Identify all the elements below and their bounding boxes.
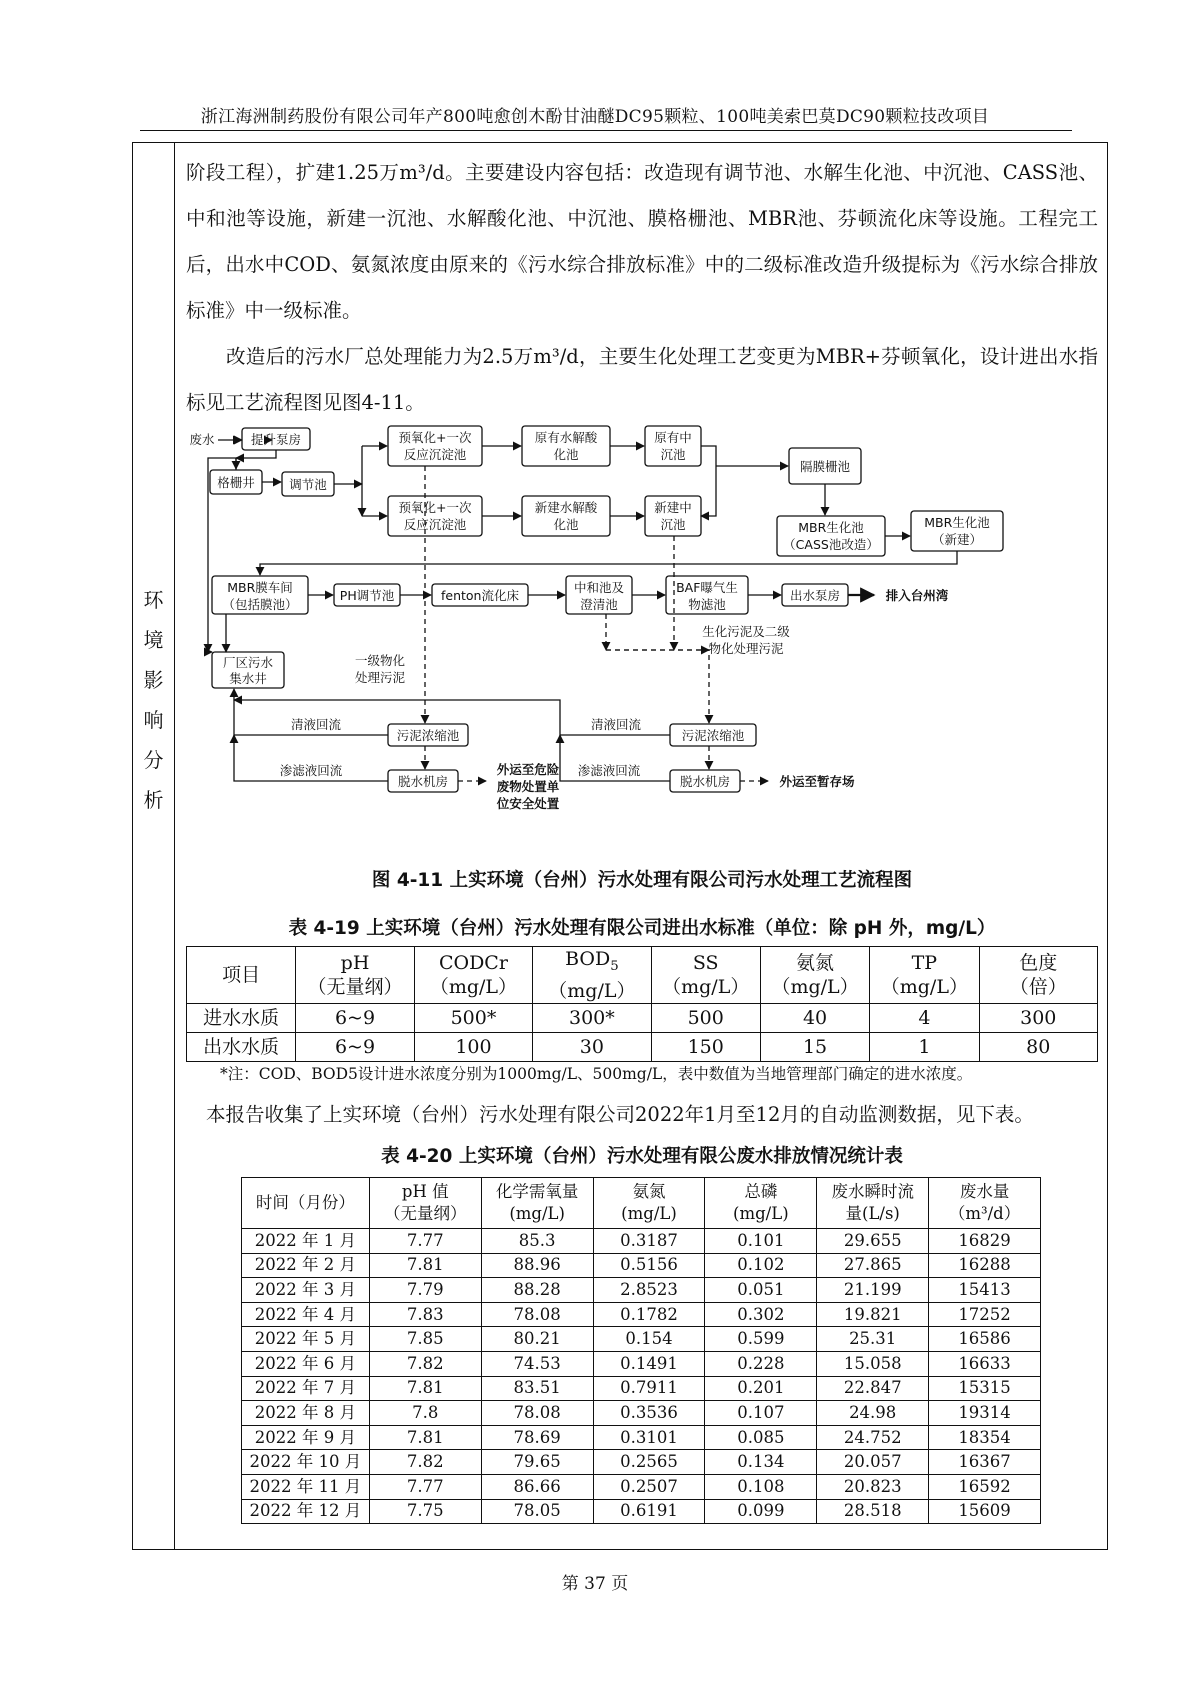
label-mbr-room: （包括膜池）: [222, 597, 298, 612]
header-divider: [140, 130, 1072, 131]
label-preox1: 预氧化+一次: [398, 430, 472, 445]
label-mbr-new: MBR生化池: [924, 515, 990, 530]
intro-paragraph: 本报告收集了上实环境（台州）污水处理有限公司2022年1月至12月的自动监测数据，见下表。: [206, 1103, 1034, 1126]
table-cell: 0.2565: [593, 1450, 705, 1475]
table-header-cell: 色度 （倍）: [979, 947, 1097, 1004]
table-row: 出水水质 6~9 100 30 150 15 1 80: [187, 1032, 1098, 1061]
label-hyd-new: 新建水解酸: [534, 500, 598, 515]
table-cell: 83.51: [481, 1376, 593, 1401]
table-cell: 7.77: [369, 1474, 481, 1499]
table-cell: 0.1782: [593, 1302, 705, 1327]
label-preox1: 反应沉淀池: [403, 447, 467, 462]
table-header-cell: 氨氮 （mg/L）: [760, 947, 869, 1004]
table-cell: 88.96: [481, 1253, 593, 1278]
label-fenton: fenton流化床: [441, 588, 519, 603]
label-preox2: 预氧化+一次: [398, 500, 472, 515]
table-cell: 7.75: [369, 1499, 481, 1524]
table-cell: 15.058: [817, 1351, 929, 1376]
paragraph-1: 阶段工程），扩建1.25万m³/d。主要建设内容包括：改造现有调节池、水解生化池、中沉池、CASS池、中和池等设施，新建一沉池、水解酸化池、中沉池、膜格栅池、MBR池、芬顿流化床等设施。工程完工后，出水中COD、氨氮浓度由原来的《污水综合排放标准》中的二级标准改造升级提标为《污水综合排放标准》中一级标准。: [186, 161, 1098, 322]
table-cell: 0.2507: [593, 1474, 705, 1499]
table-cell: 21.199: [817, 1278, 929, 1303]
table-cell: 25.31: [817, 1327, 929, 1352]
table-cell: 24.98: [817, 1401, 929, 1426]
table-cell: 2022 年 6 月: [242, 1351, 370, 1376]
table-cell: 29.655: [817, 1229, 929, 1254]
label-thickener: 污泥浓缩池: [396, 728, 460, 743]
table-cell: 0.108: [705, 1474, 817, 1499]
table-cell: 27.865: [817, 1253, 929, 1278]
table-cell: 20.057: [817, 1450, 929, 1475]
table-cell: 0.099: [705, 1499, 817, 1524]
label-neutral: 中和池及: [573, 580, 625, 595]
side-column: [132, 142, 175, 1550]
table-header-row: 时间（月份） pH 值 （无量纲） 化学需氧量 (mg/L) 氨氮 (mg/L) 总磷 (mg/L) 废水瞬时流 量(L/s) 废水量 （m³/d）: [242, 1178, 1041, 1229]
table-cell: 0.3536: [593, 1401, 705, 1426]
table-cell: 2022 年 1 月: [242, 1229, 370, 1254]
table-cell: 0.134: [705, 1450, 817, 1475]
table-cell: 74.53: [481, 1351, 593, 1376]
table-cell: 7.82: [369, 1450, 481, 1475]
table-cell: 78.08: [481, 1401, 593, 1426]
label-thickener: 污泥浓缩池: [681, 728, 745, 743]
table-cell: 0.302: [705, 1302, 817, 1327]
table-header-cell: pH （无量纲）: [296, 947, 414, 1004]
table-cell: 15315: [929, 1376, 1041, 1401]
table-cell: 0.051: [705, 1278, 817, 1303]
table-cell: 18354: [929, 1425, 1041, 1450]
table-cell: 16288: [929, 1253, 1041, 1278]
table-row: [242, 1278, 1041, 1303]
table-header-cell: CODCr （mg/L）: [414, 947, 532, 1004]
table20-caption: 表 4-20 上实环境（台州）污水处理有限公废水排放情况统计表: [381, 1146, 903, 1167]
side-label-char: 环: [143, 588, 164, 612]
table-row: [242, 1302, 1041, 1327]
label-wastewater: 废水: [189, 432, 215, 447]
label-ph-tank: PH调节池: [339, 588, 395, 603]
standards-table: [186, 946, 1098, 1062]
table-cell: 80.21: [481, 1327, 593, 1352]
table-cell: 0.5156: [593, 1253, 705, 1278]
label-neutral: 澄清池: [580, 597, 618, 612]
table-cell: 20.823: [817, 1474, 929, 1499]
label-discharge: 排入台州湾: [885, 588, 949, 603]
table-cell: 86.66: [481, 1474, 593, 1499]
table-cell: 0.6191: [593, 1499, 705, 1524]
label-hyd-old: 原有水解酸: [534, 430, 598, 445]
table-cell: 0.7911: [593, 1376, 705, 1401]
table-cell: 2022 年 2 月: [242, 1253, 370, 1278]
label-bio-sludge: 生化污泥及二级: [702, 624, 790, 639]
label-mid-new: 新建中: [654, 500, 692, 515]
table20-body: [242, 1229, 1041, 1524]
label-hazard: 位安全处置: [496, 796, 560, 811]
table-cell: 22.847: [817, 1376, 929, 1401]
table-row: [242, 1474, 1041, 1499]
table-cell: 2022 年 4 月: [242, 1302, 370, 1327]
table-cell: 0.1491: [593, 1351, 705, 1376]
table-cell: 16586: [929, 1327, 1041, 1352]
label-regulating-tank: 调节池: [289, 477, 327, 492]
table-cell: 7.81: [369, 1376, 481, 1401]
label-temp-storage: 外运至暂存场: [779, 774, 855, 789]
table-header-cell: $BOD_5$ （mg/L）: [533, 947, 651, 1004]
table-row: [242, 1351, 1041, 1376]
table-cell: 0.101: [705, 1229, 817, 1254]
side-label-char: 分: [143, 748, 164, 772]
table-cell: 7.79: [369, 1278, 481, 1303]
table-cell: 16829: [929, 1229, 1041, 1254]
figure-caption: 图 4-11 上实环境（台州）污水处理有限公司污水处理工艺流程图: [371, 870, 913, 891]
label-grille-well: 格栅井: [217, 475, 255, 490]
table-row: [242, 1376, 1041, 1401]
table-cell: 17252: [929, 1302, 1041, 1327]
label-mid-new: 沉池: [660, 517, 686, 532]
table-cell: 2022 年 7 月: [242, 1376, 370, 1401]
side-label-char: 响: [143, 708, 164, 732]
body-text: [186, 150, 1098, 426]
table19-caption: 表 4-19 上实环境（台州）污水处理有限公司进出水标准（单位：除 pH 外，mg/L）: [288, 918, 996, 939]
table-cell: 85.3: [481, 1229, 593, 1254]
table-cell: 2022 年 11 月: [242, 1474, 370, 1499]
label-baf: 物滤池: [688, 597, 726, 612]
table-cell: 19.821: [817, 1302, 929, 1327]
label-bio-sludge: 物化处理污泥: [708, 641, 784, 656]
table-cell: 2022 年 8 月: [242, 1401, 370, 1426]
table-cell: 16633: [929, 1351, 1041, 1376]
side-label-char: 析: [143, 788, 164, 812]
table-header-cell: TP （mg/L）: [870, 947, 979, 1004]
table-row: [242, 1229, 1041, 1254]
label-lift-pump: 提升泵房: [250, 432, 302, 447]
table-cell: 78.05: [481, 1499, 593, 1524]
table-cell: 7.81: [369, 1425, 481, 1450]
label-primary-sludge: 处理污泥: [354, 670, 406, 685]
label-mbr-cass: MBR生化池: [798, 520, 864, 535]
label-hyd-new: 化池: [553, 517, 579, 532]
table-cell: 7.77: [369, 1229, 481, 1254]
label-clear-return: 清液回流: [590, 717, 642, 732]
table-cell: 0.154: [593, 1327, 705, 1352]
table-cell: 0.3101: [593, 1425, 705, 1450]
table-row: 进水水质 6~9 500* 300* 500 40 4 300: [187, 1003, 1098, 1032]
label-mid-old: 沉池: [660, 447, 686, 462]
table-cell: 7.8: [369, 1401, 481, 1426]
label-membrane-grille: 隔膜栅池: [799, 459, 851, 474]
table-cell: 7.81: [369, 1253, 481, 1278]
label-hazard: 外运至危险: [496, 762, 560, 777]
side-label-char: 影: [143, 668, 164, 692]
label-outlet-pump: 出水泵房: [789, 588, 841, 603]
label-hyd-old: 化池: [553, 447, 579, 462]
label-filtrate-return: 渗滤液回流: [279, 763, 343, 778]
table-cell: 2.8523: [593, 1278, 705, 1303]
process-flow-diagram: [186, 418, 1098, 858]
label-mbr-cass: （CASS池改造）: [783, 537, 879, 552]
table-cell: 0.085: [705, 1425, 817, 1450]
document-header-title: 浙江海洲制药股份有限公司年产800吨愈创木酚甘油醚DC95颗粒、100吨美索巴莫DC90颗粒技改项目: [200, 107, 990, 127]
table-cell: 16367: [929, 1450, 1041, 1475]
table-cell: 2022 年 3 月: [242, 1278, 370, 1303]
table19-note: *注：COD、BOD5设计进水浓度分别为1000mg/L、500mg/L，表中数值为当地管理部门确定的进水浓度。: [220, 1065, 973, 1083]
side-label: [132, 580, 175, 820]
table-cell: 0.599: [705, 1327, 817, 1352]
paragraph-2: 改造后的污水厂总处理能力为2.5万m³/d，主要生化处理工艺变更为MBR+芬顿氧化，设计进出水指标见工艺流程图见图4-11。: [186, 345, 1098, 414]
label-filtrate-return: 渗滤液回流: [577, 763, 641, 778]
table-row: [242, 1499, 1041, 1524]
table-cell: 0.228: [705, 1351, 817, 1376]
table-cell: 28.518: [817, 1499, 929, 1524]
table-row: [242, 1401, 1041, 1426]
label-mbr-room: MBR膜车间: [227, 580, 293, 595]
side-label-char: 境: [143, 628, 164, 652]
table-cell: 79.65: [481, 1450, 593, 1475]
table-cell: 78.69: [481, 1425, 593, 1450]
table-cell: 16592: [929, 1474, 1041, 1499]
label-clear-return: 清液回流: [290, 717, 342, 732]
table-row: [242, 1253, 1041, 1278]
table-row: [242, 1327, 1041, 1352]
label-plant-sump: 集水井: [229, 671, 267, 686]
label-hazard: 废物处置单: [496, 779, 560, 794]
label-mbr-new: （新建）: [931, 532, 983, 547]
label-dewater: 脱水机房: [679, 774, 731, 789]
table-cell: 7.85: [369, 1327, 481, 1352]
table-cell: 15413: [929, 1278, 1041, 1303]
page-number: 第 37 页: [561, 1574, 629, 1594]
table-cell: 2022 年 10 月: [242, 1450, 370, 1475]
label-baf: BAF曝气生: [676, 580, 738, 595]
table-row: [242, 1425, 1041, 1450]
table-header-row: [187, 947, 1098, 1004]
table-cell: 2022 年 5 月: [242, 1327, 370, 1352]
table-header-cell: 项目: [187, 947, 296, 1004]
table-cell: 19314: [929, 1401, 1041, 1426]
table-header-cell: SS （mg/L）: [651, 947, 760, 1004]
label-primary-sludge: 一级物化: [354, 653, 406, 668]
label-mid-old: 原有中: [654, 430, 692, 445]
table-cell: 2022 年 12 月: [242, 1499, 370, 1524]
label-preox2: 反应沉淀池: [403, 517, 467, 532]
table-cell: 0.102: [705, 1253, 817, 1278]
table-cell: 78.08: [481, 1302, 593, 1327]
table-cell: 0.3187: [593, 1229, 705, 1254]
table-cell: 15609: [929, 1499, 1041, 1524]
table-cell: 7.82: [369, 1351, 481, 1376]
label-plant-sump: 厂区污水: [222, 655, 274, 670]
table-cell: 24.752: [817, 1425, 929, 1450]
table-cell: 0.201: [705, 1376, 817, 1401]
label-dewater: 脱水机房: [397, 774, 449, 789]
table-cell: 2022 年 9 月: [242, 1425, 370, 1450]
table-row: [242, 1450, 1041, 1475]
table-cell: 7.83: [369, 1302, 481, 1327]
table-cell: 0.107: [705, 1401, 817, 1426]
discharge-stats-table: [241, 1177, 1041, 1524]
table-cell: 88.28: [481, 1278, 593, 1303]
